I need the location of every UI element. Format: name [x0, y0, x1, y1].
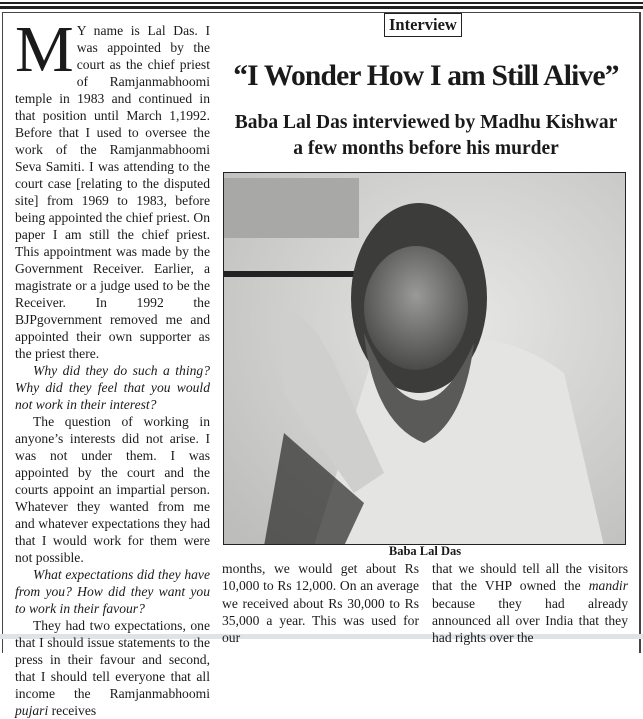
subheadline [222, 110, 630, 162]
italic-word: mandir [588, 578, 628, 594]
photo-caption: Baba Lal Das [388, 544, 462, 558]
answer-text: They had two expectations, one that I should issue statements to the press in their favour and second, that I should tell everyone that all income the Ramjanmabhoomi [15, 618, 210, 701]
top-rule [0, 2, 643, 4]
right-column [432, 560, 628, 647]
section-label: Interview [384, 13, 462, 37]
paragraph-text: Y name is Lal Das. I was appointed by the court as the chief priest of Ramjanmabhoomi temple in 1983 and continued in that position until March 1,1992. Before that I used to oversee the work of the Ramjanmabhoomi Seva Samiti. I was attending to the court case [relating to the disputed site] from 1969 to 1983, before being appointed the chief priest. On paper I am still the chief priest. This appointment was made by the Government Receiver. Earlier, a magistrate or a judge used to be the Receiver. In 1992 the BJPgovernment removed me and appointed their own supporter as the priest there. [15, 23, 210, 361]
subheadline-line: Baba Lal Das interviewed by Madhu Kishwar [234, 112, 618, 133]
drop-cap: M [15, 13, 74, 86]
answer-text: receives [48, 703, 97, 718]
answer-2 [15, 617, 210, 719]
paragraph-text: months, we would get about Rs 10,000 to Rs 12,000. On an average we received about Rs 30,000 to Rs 35,000 a year. This was used for our [222, 561, 419, 646]
answer-italic-word: pujari [15, 703, 49, 718]
headline: “I Wonder How I am Still Alive” [233, 60, 619, 92]
portrait-photo [223, 172, 626, 545]
top-rule-thick [0, 6, 643, 9]
question-1: Why did they do such a thing? Why did they feel that you would not work in their interest? [15, 363, 210, 412]
question-2: What expectations did they have from you? How did they want you to work in their favour? [15, 567, 210, 616]
left-column [15, 13, 210, 719]
text-segment: that we should tell all the visitors that the VHP owned the [432, 561, 628, 594]
intro-paragraph [15, 13, 210, 362]
middle-column [222, 560, 419, 647]
paragraph-text [432, 560, 628, 647]
answer-1: The question of working in anyone’s interests did not arise. I was not under them. I was appointed by the court and the courts appoint an impartial person. Whatever they wanted from me and whatever expectations they had that I would work for them were not possible. [15, 414, 210, 565]
subheadline-line: a few months before his murder [293, 138, 559, 159]
portrait-illustration [224, 173, 626, 545]
text-segment: because they had already announced all over India that they had rights over the [432, 595, 628, 646]
